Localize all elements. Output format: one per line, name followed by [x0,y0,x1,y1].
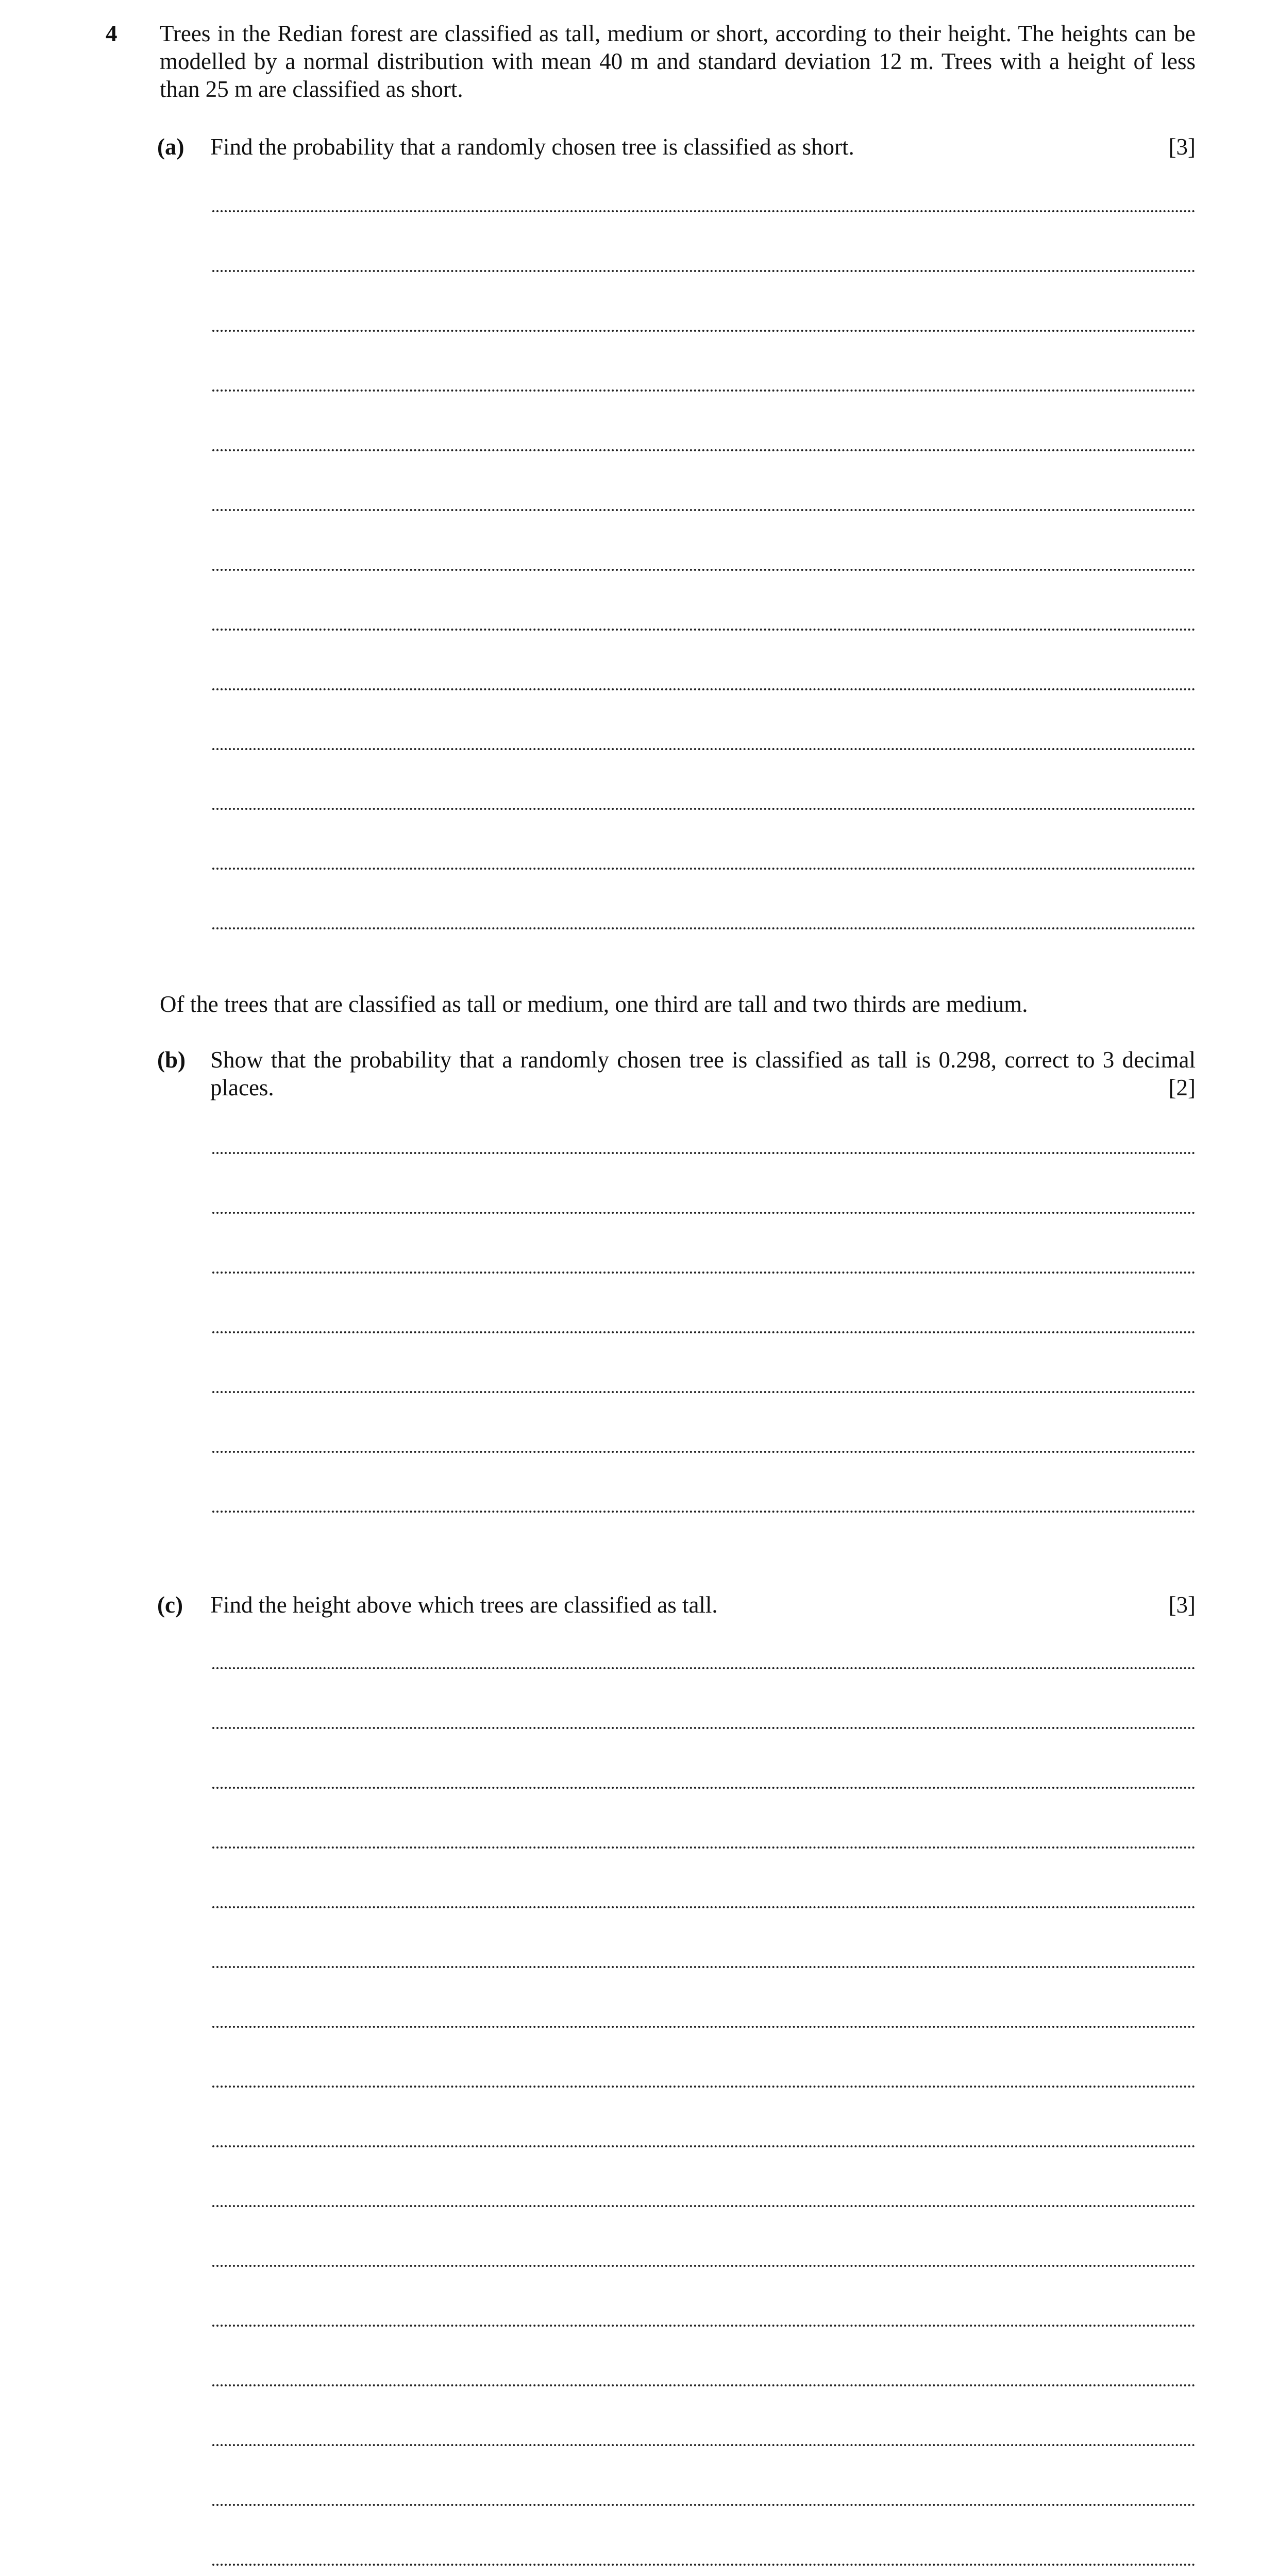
question-number: 4 [106,21,117,46]
answer-line[interactable] [212,210,1196,212]
part-b-marks: [2] [1168,1075,1196,1100]
answer-line[interactable] [212,2504,1196,2506]
interlude-text: Of the trees that are classified as tall or medium, one third are tall and two thirds are medium. [160,991,1028,1017]
answer-line[interactable] [212,629,1196,631]
answer-line[interactable] [212,927,1196,929]
part-c-label: (c) [157,1592,183,1618]
answer-line[interactable] [212,1391,1196,1393]
part-a-marks: [3] [1168,134,1196,160]
answer-line[interactable] [212,1906,1196,1908]
answer-line[interactable] [212,2205,1196,2207]
answer-line[interactable] [212,868,1196,870]
part-b-text: Show that the probability that a randomly chosen tree is classified as tall is 0.298, correct to 3 decimal places. [210,1047,1196,1100]
answer-line[interactable] [212,569,1196,571]
answer-line[interactable] [212,509,1196,511]
answer-line[interactable] [212,1511,1196,1513]
answer-line[interactable] [212,688,1196,690]
part-c-marks: [3] [1168,1592,1196,1618]
answer-line[interactable] [212,270,1196,272]
answer-line[interactable] [212,2384,1196,2386]
answer-line[interactable] [212,449,1196,451]
answer-line[interactable] [212,1212,1196,1214]
answer-line[interactable] [212,2325,1196,2327]
answer-line[interactable] [212,1152,1196,1154]
part-b-label: (b) [157,1047,186,1073]
question-stem: Trees in the Redian forest are classified as tall, medium or short, according to their height. The heights can be modelled by a normal distribution with mean 40 m and standard deviation 12 m. Trees with a height of less than 25 m are classified as short. [160,21,1196,102]
answer-line[interactable] [212,808,1196,810]
answer-line[interactable] [212,2564,1196,2566]
answer-line[interactable] [212,1451,1196,1453]
answer-line[interactable] [212,1272,1196,1274]
part-a-label: (a) [157,134,184,160]
answer-line[interactable] [212,2086,1196,2088]
answer-line[interactable] [212,1966,1196,1968]
answer-line[interactable] [212,330,1196,332]
answer-line[interactable] [212,1727,1196,1729]
answer-line[interactable] [212,748,1196,750]
answer-line[interactable] [212,2026,1196,2028]
answer-line[interactable] [212,1331,1196,1333]
answer-line[interactable] [212,1787,1196,1789]
part-a-text: Find the probability that a randomly chosen tree is classified as short. [210,134,854,160]
answer-line[interactable] [212,2265,1196,2267]
answer-line[interactable] [212,2444,1196,2446]
answer-line[interactable] [212,389,1196,392]
part-c-text: Find the height above which trees are classified as tall. [210,1592,718,1618]
answer-line[interactable] [212,1667,1196,1669]
answer-line[interactable] [212,1846,1196,1849]
answer-line[interactable] [212,2145,1196,2147]
